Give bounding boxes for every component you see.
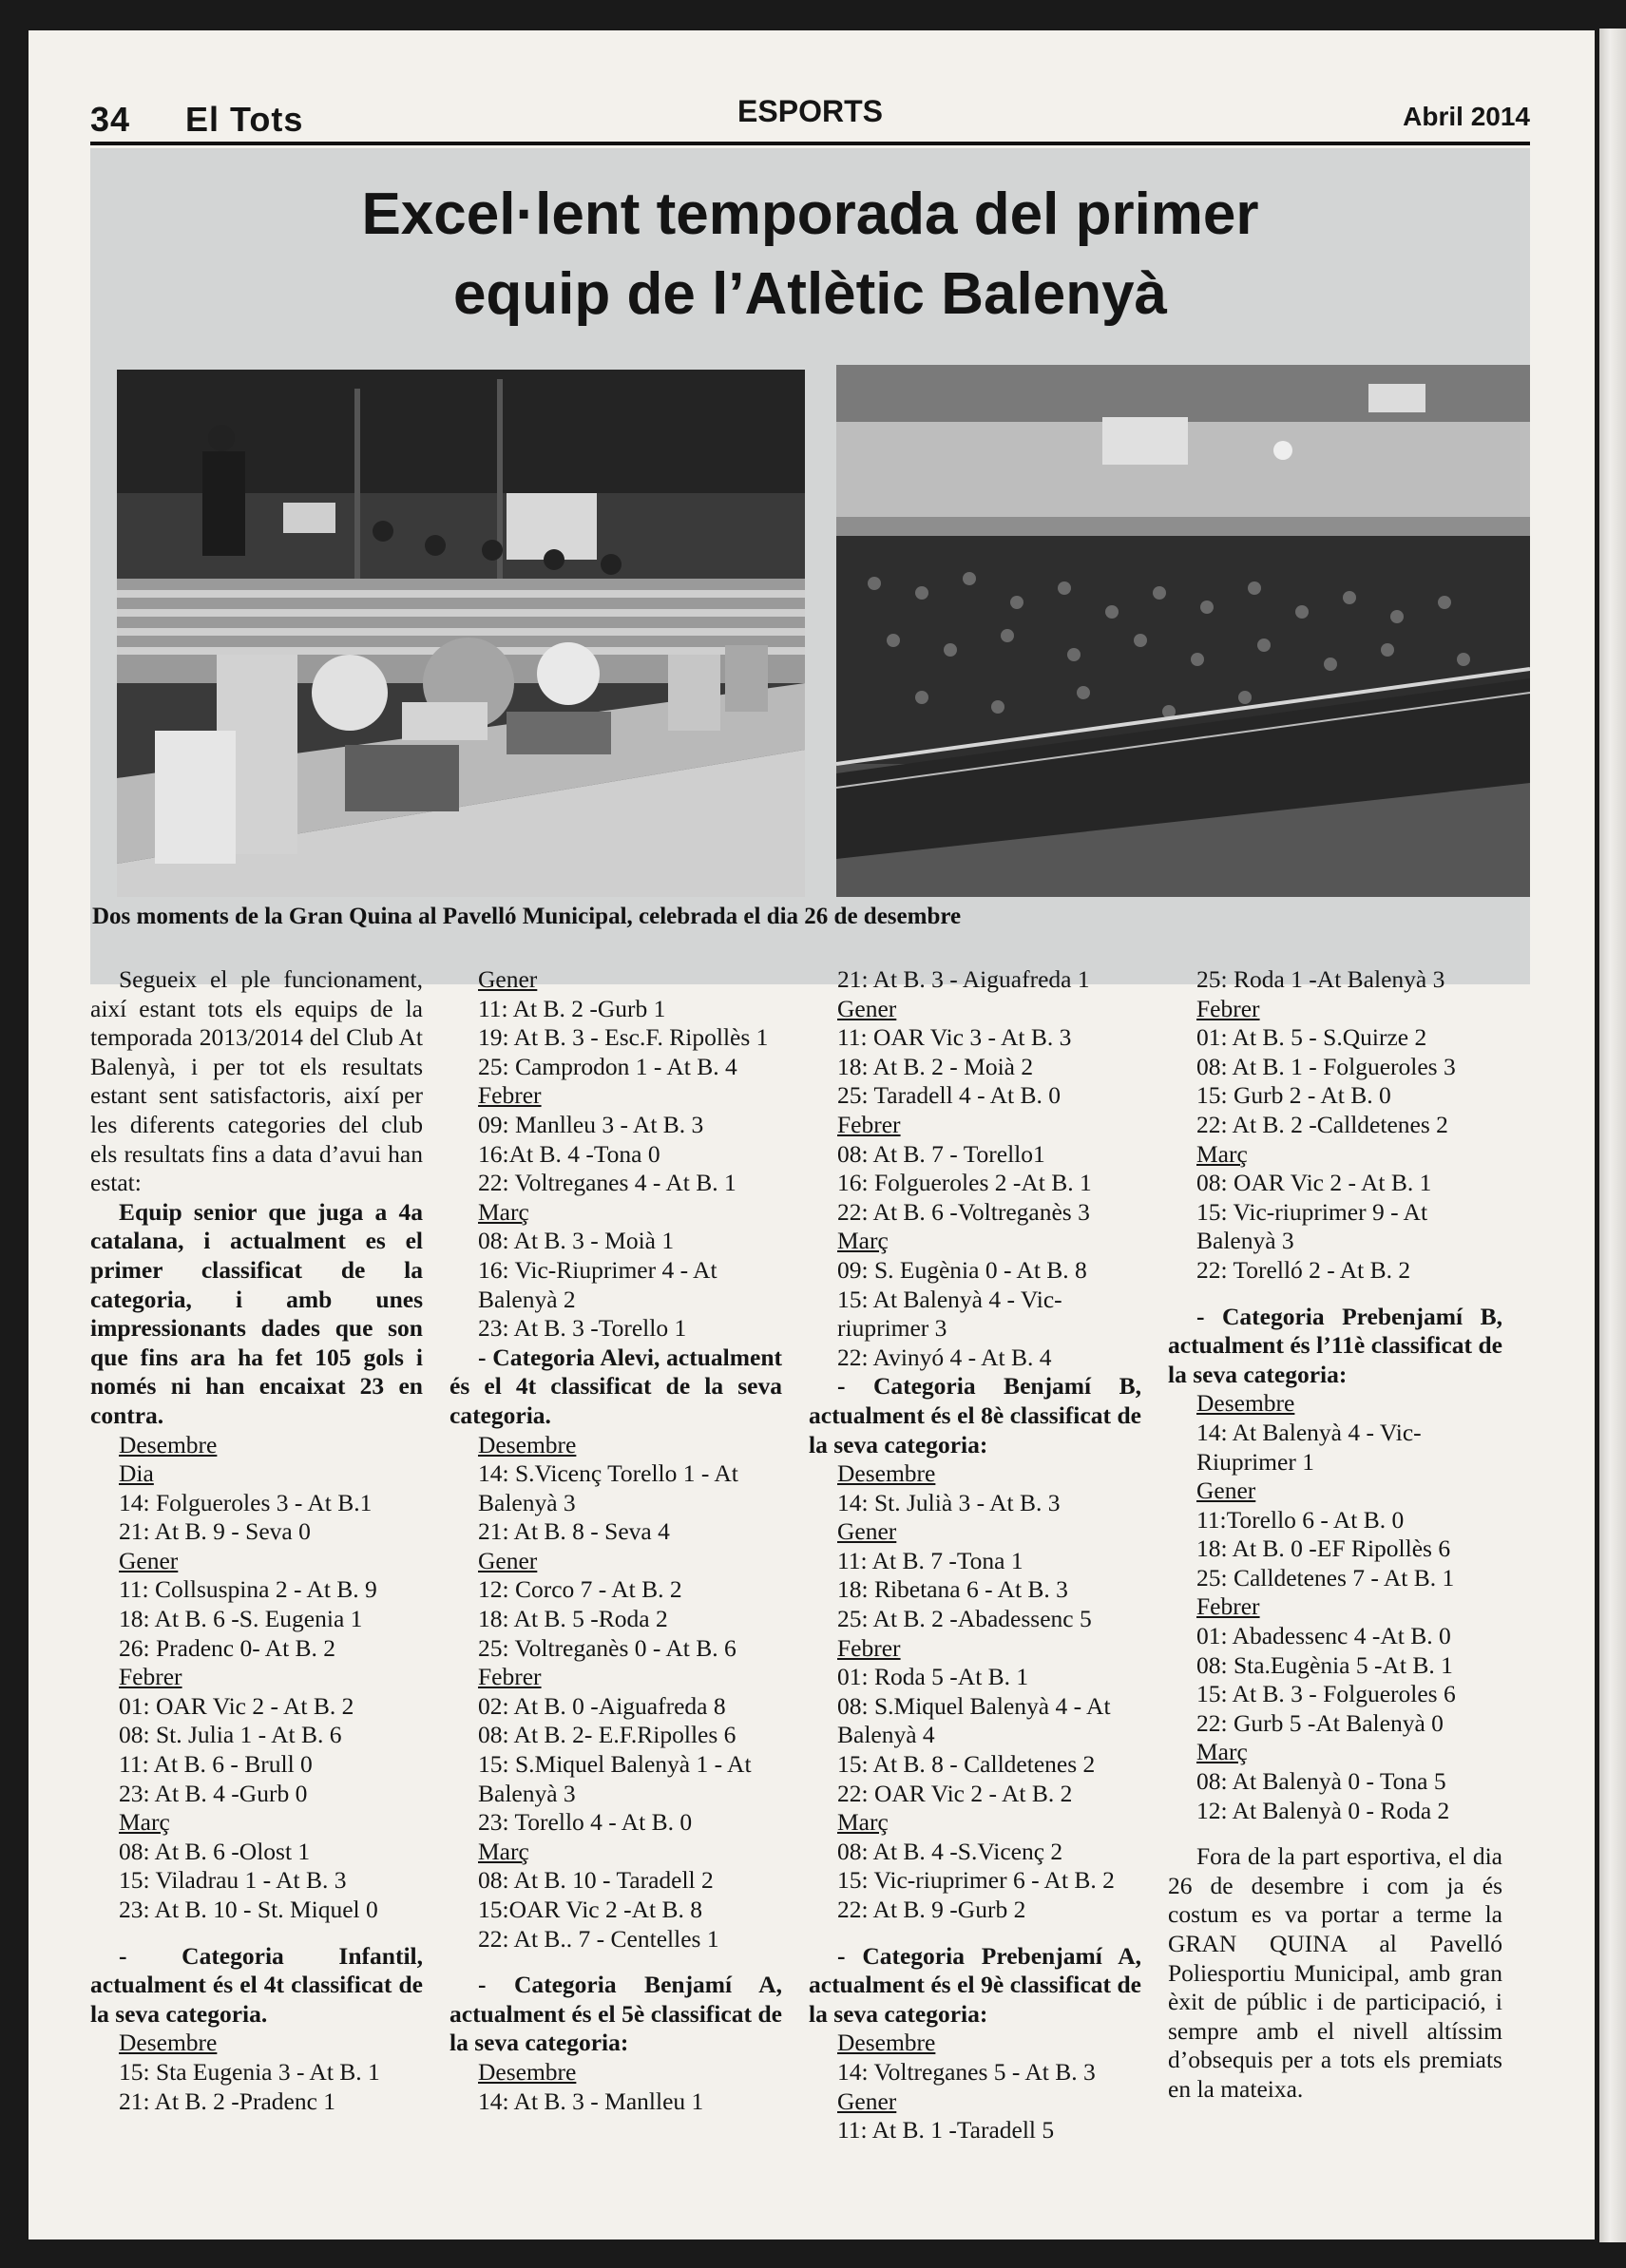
match-result: 08: At Balenyà 0 - Tona 5 bbox=[1196, 1767, 1446, 1796]
month-heading: Gener bbox=[837, 1517, 897, 1546]
match-result: 22: At B. 2 -Calldetenes 2 bbox=[1196, 1110, 1448, 1138]
match-result: 23: At B. 3 -Torello 1 bbox=[478, 1314, 687, 1343]
match-result: 21: At B. 2 -Pradenc 1 bbox=[119, 2087, 336, 2115]
category-heading: Equip senior que juga a 4a catalana, i actualment es el primer classificat de la categoria, i amb unes impressionants dades que son que fins ara ha fet 105 gols i només ni han encaixat 23 en contra. bbox=[90, 1197, 423, 1429]
match-result: 14: At Balenyà 4 - Vic-Riuprimer 1 bbox=[1196, 1418, 1422, 1476]
article-banner bbox=[90, 148, 1530, 984]
match-result: 11: At B. 6 - Brull 0 bbox=[119, 1750, 313, 1779]
match-result: 25: Roda 1 -At Balenyà 3 bbox=[1196, 965, 1445, 993]
photo-pavilion-crowd bbox=[836, 365, 1530, 897]
publication-name: El Tots bbox=[185, 100, 304, 139]
match-result: 08: At B. 10 - Taradell 2 bbox=[478, 1866, 714, 1895]
match-result: 22: Avinyó 4 - At B. 4 bbox=[837, 1343, 1052, 1371]
month-heading: Febrer bbox=[837, 1110, 901, 1138]
match-result: 18: Ribetana 6 - At B. 3 bbox=[837, 1575, 1068, 1604]
match-result: 08: At B. 4 -S.Vicenç 2 bbox=[837, 1837, 1063, 1865]
photo-caption: Dos moments de la Gran Quina al Pavelló Municipal, celebrada el dia 26 de desembre bbox=[92, 904, 962, 929]
match-result: 08: At B. 2- E.F.Ripolles 6 bbox=[478, 1721, 736, 1749]
match-result: 15: At B. 3 - Folgueroles 6 bbox=[1196, 1680, 1456, 1708]
match-result: 25: Taradell 4 - At B. 0 bbox=[837, 1081, 1062, 1110]
paragraph: Segueix el ple funcionament, així estant tots els equips de la temporada 2013/2014 del Club At Balenyà, i per tot els resultats estant sent satisfactoris, així per les diferents categories del club els resultats fins a data d’avui han estat: bbox=[90, 965, 423, 1197]
month-heading: Gener bbox=[837, 2087, 897, 2115]
paragraph-spacer bbox=[90, 1925, 423, 1942]
month-heading: Desembre bbox=[478, 2057, 577, 2086]
paragraph-spacer bbox=[1168, 1825, 1502, 1842]
month-heading: Febrer bbox=[1196, 1592, 1260, 1621]
match-result: 14: At B. 3 - Manlleu 1 bbox=[478, 2087, 704, 2115]
match-result: 08: Sta.Eugènia 5 -At B. 1 bbox=[1196, 1650, 1453, 1679]
match-result: 25: Voltreganès 0 - At B. 6 bbox=[478, 1633, 736, 1662]
article-title bbox=[90, 175, 1530, 334]
category-heading: - Categoria Alevi, actualment és el 4t classificat de la seva categoria. bbox=[450, 1343, 782, 1429]
month-heading: Desembre bbox=[478, 1430, 577, 1458]
text-column-3 bbox=[809, 965, 1141, 2145]
paragraph-spacer bbox=[1168, 1286, 1502, 1303]
match-result: 16:At B. 4 -Tona 0 bbox=[478, 1139, 660, 1168]
page-header bbox=[90, 71, 1530, 145]
match-result: 15: Gurb 2 - At B. 0 bbox=[1196, 1081, 1391, 1110]
match-result: 12: Corco 7 - At B. 2 bbox=[478, 1575, 682, 1604]
match-result: 01: Roda 5 -At B. 1 bbox=[837, 1663, 1029, 1691]
match-result: 18: At B. 6 -S. Eugenia 1 bbox=[119, 1605, 363, 1633]
month-heading: Febrer bbox=[837, 1633, 901, 1662]
match-result: 15:OAR Vic 2 -At B. 8 bbox=[478, 1896, 702, 1923]
match-result: 22: Torelló 2 - At B. 2 bbox=[1196, 1255, 1411, 1284]
category-heading: - Categoria Prebenjamí B, actualment és l’11è classificat de la seva categoria: bbox=[1168, 1302, 1502, 1388]
match-result: 11: At B. 1 -Taradell 5 bbox=[837, 2116, 1055, 2144]
month-heading: Gener bbox=[119, 1546, 179, 1574]
match-result: 23: At B. 4 -Gurb 0 bbox=[119, 1779, 308, 1807]
match-result: 11: Collsuspina 2 - At B. 9 bbox=[119, 1575, 377, 1604]
match-result: 15: Sta Eugenia 3 - At B. 1 bbox=[119, 2057, 380, 2086]
page-number: 34 bbox=[90, 100, 131, 139]
month-heading: Desembre bbox=[119, 2029, 218, 2057]
match-result: 01: Abadessenc 4 -At B. 0 bbox=[1196, 1622, 1451, 1650]
text-column-4 bbox=[1168, 965, 1502, 2105]
match-result: 25: Calldetenes 7 - At B. 1 bbox=[1196, 1563, 1455, 1591]
match-result: 18: At B. 2 - Moià 2 bbox=[837, 1052, 1034, 1080]
match-result: 11:Torello 6 - At B. 0 bbox=[1196, 1505, 1405, 1534]
match-result: 14: Folgueroles 3 - At B.1 bbox=[119, 1488, 373, 1516]
match-result: 15: At B. 8 - Calldetenes 2 bbox=[837, 1750, 1096, 1779]
text-column-2 bbox=[450, 965, 782, 2116]
month-heading: Març bbox=[837, 1227, 889, 1255]
category-heading: - Categoria Benjamí A, actualment és el 5è classificat de la seva categoria: bbox=[450, 1971, 782, 2057]
match-result: 16: Vic-Riuprimer 4 - At Balenyà 2 bbox=[478, 1255, 717, 1313]
match-result: 08: At B. 3 - Moià 1 bbox=[478, 1227, 675, 1255]
match-result: 15: Viladrau 1 - At B. 3 bbox=[119, 1866, 347, 1895]
match-result: 16: Folgueroles 2 -At B. 1 bbox=[837, 1169, 1092, 1197]
month-heading: Febrer bbox=[119, 1663, 182, 1691]
category-heading: - Categoria Prebenjamí A, actualment és el 9è classificat de la seva categoria: bbox=[809, 1941, 1141, 2028]
match-result: 19: At B. 3 - Esc.F. Ripollès 1 bbox=[478, 1023, 769, 1052]
paragraph: Fora de la part esportiva, el dia 26 de desembre i com ja és costum es va portar a terme la GRAN QUINA al Pavelló Poliesportiu Municipal, amb gran èxit de públic i de participació, i sempre amb el nivell altíssim d’obsequis per a tots els premiats en la mateixa. bbox=[1168, 1842, 1502, 2103]
match-result: 23: At B. 10 - St. Miquel 0 bbox=[119, 1896, 378, 1923]
match-result: 02: At B. 0 -Aiguafreda 8 bbox=[478, 1691, 726, 1720]
match-result: 22: At B.. 7 - Centelles 1 bbox=[478, 1924, 719, 1953]
month-heading: Gener bbox=[837, 994, 897, 1022]
month-heading: Febrer bbox=[1196, 994, 1260, 1022]
match-result: 15: Vic-riuprimer 6 - At B. 2 bbox=[837, 1866, 1115, 1895]
month-heading: Març bbox=[119, 1808, 170, 1837]
match-result: 09: S. Eugènia 0 - At B. 8 bbox=[837, 1255, 1087, 1284]
month-heading: Març bbox=[1196, 1139, 1248, 1168]
match-result: 08: S.Miquel Balenyà 4 - At Balenyà 4 bbox=[837, 1691, 1111, 1749]
month-heading: Gener bbox=[1196, 1477, 1256, 1505]
match-result: 14: S.Vicenç Torello 1 - At Balenyà 3 bbox=[478, 1459, 738, 1516]
match-result: 21: At B. 8 - Seva 4 bbox=[478, 1517, 670, 1546]
month-heading: Dia bbox=[119, 1459, 154, 1488]
month-heading: Desembre bbox=[1196, 1389, 1295, 1418]
match-result: 01: OAR Vic 2 - At B. 2 bbox=[119, 1691, 354, 1720]
month-heading: Febrer bbox=[478, 1663, 542, 1691]
match-result: 26: Pradenc 0- At B. 2 bbox=[119, 1633, 336, 1662]
paragraph-spacer bbox=[450, 1954, 782, 1971]
paragraph-spacer bbox=[809, 1925, 1141, 1942]
match-result: 15: Vic-riuprimer 9 - At Balenyà 3 bbox=[1196, 1197, 1428, 1255]
photo-prize-table bbox=[117, 370, 805, 897]
month-heading: Desembre bbox=[837, 2029, 936, 2057]
match-result: 09: Manlleu 3 - At B. 3 bbox=[478, 1110, 704, 1138]
match-result: 18: At B. 0 -EF Ripollès 6 bbox=[1196, 1534, 1451, 1563]
match-result: 08: At B. 1 - Folgueroles 3 bbox=[1196, 1052, 1456, 1080]
month-heading: Desembre bbox=[119, 1430, 218, 1458]
match-result: 14: Voltreganes 5 - At B. 3 bbox=[837, 2057, 1096, 2086]
category-heading: - Categoria Infantil, actualment és el 4t classificat de la seva categoria. bbox=[90, 1941, 423, 2028]
month-heading: Gener bbox=[478, 965, 538, 993]
issue-date: Abril 2014 bbox=[1403, 102, 1530, 131]
month-heading: Març bbox=[837, 1808, 889, 1837]
match-result: 08: St. Julia 1 - At B. 6 bbox=[119, 1721, 342, 1749]
match-result: 25: At B. 2 -Abadessenc 5 bbox=[837, 1605, 1092, 1633]
match-result: 21: At B. 3 - Aiguafreda 1 bbox=[837, 965, 1090, 993]
month-heading: Febrer bbox=[478, 1081, 542, 1110]
match-result: 08: At B. 7 - Torello1 bbox=[837, 1139, 1045, 1168]
match-result: 11: At B. 7 -Tona 1 bbox=[837, 1546, 1023, 1574]
month-heading: Desembre bbox=[837, 1459, 936, 1488]
month-heading: Març bbox=[478, 1837, 529, 1865]
match-result: 15: S.Miquel Balenyà 1 - At Balenyà 3 bbox=[478, 1750, 752, 1807]
month-heading: Març bbox=[1196, 1738, 1248, 1766]
match-result: 22: At B. 6 -Voltreganès 3 bbox=[837, 1197, 1090, 1226]
page-edge bbox=[1599, 29, 1626, 2242]
match-result: 21: At B. 9 - Seva 0 bbox=[119, 1517, 311, 1546]
match-result: 23: Torello 4 - At B. 0 bbox=[478, 1808, 693, 1837]
match-result: 22: Gurb 5 -At Balenyà 0 bbox=[1196, 1708, 1444, 1737]
match-result: 08: OAR Vic 2 - At B. 1 bbox=[1196, 1169, 1432, 1197]
title-line-2: equip de l’Atlètic Balenyà bbox=[452, 261, 1168, 327]
text-column-1 bbox=[90, 965, 423, 2116]
match-result: 22: OAR Vic 2 - At B. 2 bbox=[837, 1779, 1073, 1807]
match-result: 22: Voltreganes 4 - At B. 1 bbox=[478, 1169, 736, 1197]
category-heading: - Categoria Benjamí B, actualment és el 8è classificat de la seva categoria: bbox=[809, 1372, 1141, 1458]
match-result: 12: At Balenyà 0 - Roda 2 bbox=[1196, 1796, 1450, 1824]
match-result: 22: At B. 9 -Gurb 2 bbox=[837, 1896, 1026, 1923]
section-name: ESPORTS bbox=[737, 94, 883, 128]
month-heading: Gener bbox=[478, 1546, 538, 1574]
match-result: 18: At B. 5 -Roda 2 bbox=[478, 1605, 668, 1633]
match-result: 14: St. Julià 3 - At B. 3 bbox=[837, 1488, 1061, 1516]
match-result: 08: At B. 6 -Olost 1 bbox=[119, 1837, 311, 1865]
match-result: 01: At B. 5 - S.Quirze 2 bbox=[1196, 1023, 1427, 1052]
match-result: 11: OAR Vic 3 - At B. 3 bbox=[837, 1023, 1072, 1052]
month-heading: Març bbox=[478, 1197, 529, 1226]
match-result: 11: At B. 2 -Gurb 1 bbox=[478, 994, 666, 1022]
match-result: 25: Camprodon 1 - At B. 4 bbox=[478, 1052, 737, 1080]
title-line-1: Excel·lent temporada del primer bbox=[361, 181, 1259, 247]
match-result: 15: At Balenyà 4 - Vic-riuprimer 3 bbox=[837, 1285, 1062, 1343]
